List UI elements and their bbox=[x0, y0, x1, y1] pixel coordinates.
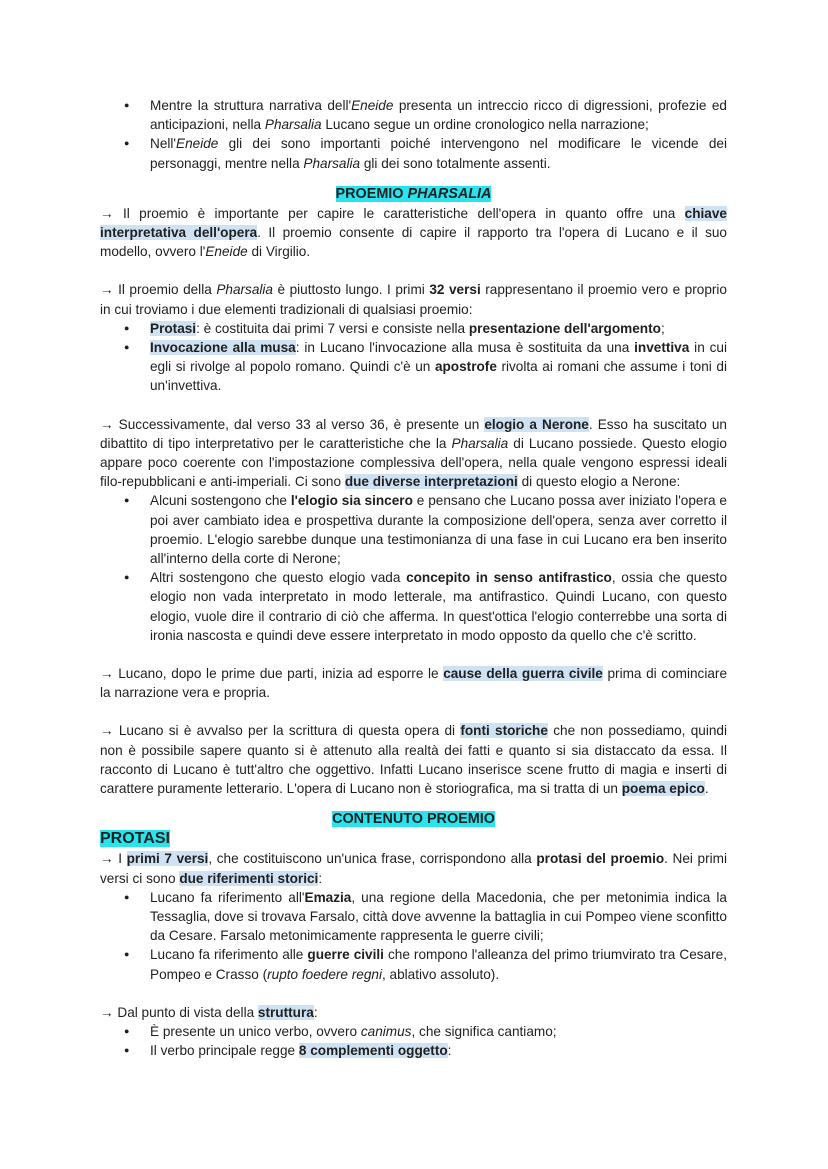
text: in cui egli si rivolge al popolo romano. Quindi c'è un bbox=[150, 340, 727, 375]
list-item bbox=[100, 338, 727, 396]
list-item bbox=[100, 134, 727, 172]
proemio-elements-list bbox=[100, 319, 727, 396]
text: Eneide bbox=[351, 98, 394, 113]
text: → I bbox=[100, 851, 127, 867]
text: prima di cominciare la narrazione vera e propria. bbox=[100, 666, 728, 701]
text: Emazia bbox=[304, 889, 352, 905]
paragraph-struttura bbox=[100, 1003, 727, 1022]
text: rupto foedere regni bbox=[267, 966, 382, 982]
paragraph-fonti-storiche bbox=[100, 721, 727, 798]
text: di questo elogio a Nerone: bbox=[517, 474, 681, 490]
paragraph-cause-guerra bbox=[100, 664, 727, 702]
text: presentazione dell'argomento bbox=[468, 320, 661, 336]
text: presenta un intreccio ricco di digressioni, profezie ed anticipazioni, nella bbox=[150, 98, 727, 133]
list-item bbox=[100, 1041, 727, 1060]
text: l'elogio sia sincero bbox=[290, 493, 413, 509]
highlight: due diverse interpretazioni bbox=[344, 474, 518, 490]
structure-list bbox=[100, 1022, 727, 1060]
text: che rompono l'alleanza del primo triumvirato tra Cesare, Pompeo e Crasso ( bbox=[150, 947, 727, 982]
text: di Virgilio. bbox=[247, 244, 311, 260]
intro-bullet-list bbox=[100, 96, 727, 173]
text: che non possediamo, quindi non è possibile sapere quanto si è attenuto alla realtà dei fatti e quanto si sia distaccato da essa. Il racconto di Lucano è tutt'altro che oggettivo. Infatti Lucano inserisce scene frutto di magia e inserti di carattere puramente letterario. L'opera di Lucano non è storiografica, ma si tratta di un bbox=[100, 723, 728, 797]
text: protasi del proemio bbox=[536, 851, 665, 867]
text: Pharsalia bbox=[451, 435, 509, 451]
text: Mentre la struttura narrativa dell' bbox=[150, 98, 352, 113]
highlight: Protasi bbox=[150, 320, 197, 336]
heading-italic: PHARSALIA bbox=[407, 185, 492, 202]
list-item bbox=[100, 945, 727, 983]
text: Il verbo principale regge bbox=[150, 1043, 299, 1059]
list-item bbox=[100, 1022, 727, 1041]
highlight: primi 7 versi bbox=[126, 851, 209, 867]
text: → Lucano, dopo le prime due parti, inizia ad esporre le bbox=[100, 666, 444, 682]
text: , una regione della Macedonia, che per metonimia indica la Tessaglia, dove si trovava Farsalo, città dove avvenne la battaglia in cui Pompeo viene sconfitto da Cesare. Farsalo metonimicamente rappresenta le guerre civili; bbox=[150, 889, 727, 944]
text: Lucano fa riferimento all' bbox=[150, 889, 305, 905]
text: : bbox=[447, 1043, 452, 1059]
highlight: cause della guerra civile bbox=[443, 666, 603, 682]
section-heading-proemio bbox=[100, 184, 727, 204]
highlight: elogio a Nerone bbox=[484, 416, 589, 432]
highlight: Invocazione alla musa bbox=[150, 340, 296, 356]
list-item bbox=[100, 568, 727, 645]
text: di Lucano possiede. Questo elogio appare poco coerente con l'impostazione complessiva dell'opera, nella quale vengono espressi ideali filo-repubblicani e anti-imperiali. Ci sono bbox=[100, 435, 727, 490]
paragraph-primi-versi bbox=[100, 849, 727, 887]
highlight: 8 complementi oggetto bbox=[298, 1043, 448, 1059]
heading-text: PROEMIO bbox=[335, 185, 408, 202]
text: Nell' bbox=[150, 136, 177, 152]
text: Lucano segue un ordine cronologico nella narrazione; bbox=[321, 117, 649, 133]
text: : bbox=[313, 1004, 318, 1020]
text: è piuttosto lungo. I primi bbox=[272, 282, 430, 298]
highlight: due riferimenti storici bbox=[179, 870, 319, 886]
highlight: chiave interpretativa dell'opera bbox=[100, 205, 727, 241]
section-heading-contenuto bbox=[100, 809, 727, 829]
text: gli dei sono totalmente assenti. bbox=[360, 155, 551, 171]
text: , ablativo assoluto). bbox=[381, 966, 500, 982]
text: canimus bbox=[360, 1023, 412, 1039]
text: rivolta ai romani che assume i toni di un'invettiva. bbox=[150, 359, 727, 394]
paragraph-proemio-lungo bbox=[100, 280, 727, 318]
list-item bbox=[100, 888, 727, 946]
text: ; bbox=[660, 320, 665, 336]
text: , che costituiscono un'unica frase, corrispondono alla bbox=[208, 851, 537, 867]
paragraph-elogio-nerone bbox=[100, 415, 727, 492]
interpretations-list bbox=[100, 491, 727, 645]
text: invettiva bbox=[634, 340, 690, 356]
text: : bbox=[318, 870, 323, 886]
text: : è costituita dai primi 7 versi e consiste nella bbox=[196, 320, 469, 336]
highlight: poema epico bbox=[621, 781, 705, 797]
heading-text: CONTENUTO PROEMIO bbox=[332, 811, 495, 828]
text: → Il proemio della bbox=[100, 282, 217, 298]
text: Eneide bbox=[176, 136, 219, 152]
text: Eneide bbox=[205, 244, 248, 260]
text: È presente un unico verbo, ovvero bbox=[150, 1023, 361, 1039]
text: → Successivamente, dal verso 33 al verso 36, è presente un bbox=[100, 416, 485, 432]
list-item bbox=[100, 319, 727, 338]
document-page bbox=[100, 96, 727, 1060]
text: . Esso ha suscitato un dibattito di tipo interpretativo per le caratteristiche che la bbox=[100, 416, 727, 451]
text: → Lucano si è avvalso per la scrittura di questa opera di bbox=[100, 723, 461, 739]
list-item bbox=[100, 96, 727, 134]
text: . Il proemio consente di capire il rapporto tra l'opera di Lucano e il suo modello, ovvero l' bbox=[100, 225, 727, 260]
subheading-protasi bbox=[100, 829, 727, 849]
paragraph-intro bbox=[100, 204, 727, 262]
text: : in Lucano l'invocazione alla musa è sostituita da una bbox=[295, 340, 635, 356]
text: → Dal punto di vista della bbox=[100, 1004, 258, 1020]
heading-text: PROTASI bbox=[100, 830, 170, 848]
text: 32 versi bbox=[429, 282, 481, 298]
text: Pharsalia bbox=[216, 282, 273, 298]
text: → Il proemio è importante per capire le caratteristiche dell'opera in quanto offre una bbox=[100, 205, 685, 221]
highlight: fonti storiche bbox=[460, 723, 548, 739]
text: Alcuni sostengono che bbox=[150, 493, 291, 509]
text: rappresentano il proemio vero e proprio in cui troviamo i due elementi tradizionali di qualsiasi proemio: bbox=[100, 282, 727, 317]
list-item bbox=[100, 491, 727, 568]
text: concepito in senso antifrastico bbox=[406, 570, 612, 586]
text: gli dei sono importanti poiché intervengono nel modificare le vicende dei personaggi, mentre nella bbox=[150, 136, 727, 171]
text: , ossia che questo elogio non vada interpretato in modo letterale, ma antifrastico. Quindi Lucano, con questo elogio, vuole dire il contrario di ciò che afferma. In quest'ottica l'elogio conterrebbe una sorta di ironia nascosta e quindi deve essere interpretato in modo opposto da quello che c'è scritto. bbox=[150, 570, 728, 643]
text: e pensano che Lucano possa aver iniziato l'opera e poi aver cambiato idea e prospettiva durante la composizione dell'opera, senza aver corretto il proemio. L'elogio sarebbe dunque una testimonianza di una fase in cui Lucano era ben inserito all'interno della corte di Nerone; bbox=[150, 493, 727, 567]
text: apostrofe bbox=[434, 359, 497, 375]
text: guerre civili bbox=[307, 947, 384, 963]
text: , che significa cantiamo; bbox=[411, 1023, 557, 1039]
historical-references-list bbox=[100, 888, 727, 984]
text: Lucano fa riferimento alle bbox=[150, 947, 308, 963]
text: Pharsalia bbox=[264, 117, 322, 133]
text: Pharsalia bbox=[303, 155, 361, 171]
text: Altri sostengono che questo elogio vada bbox=[150, 570, 407, 586]
text: . Nei primi versi ci sono bbox=[100, 851, 727, 886]
text: . bbox=[704, 781, 709, 797]
highlight: struttura bbox=[257, 1004, 314, 1020]
